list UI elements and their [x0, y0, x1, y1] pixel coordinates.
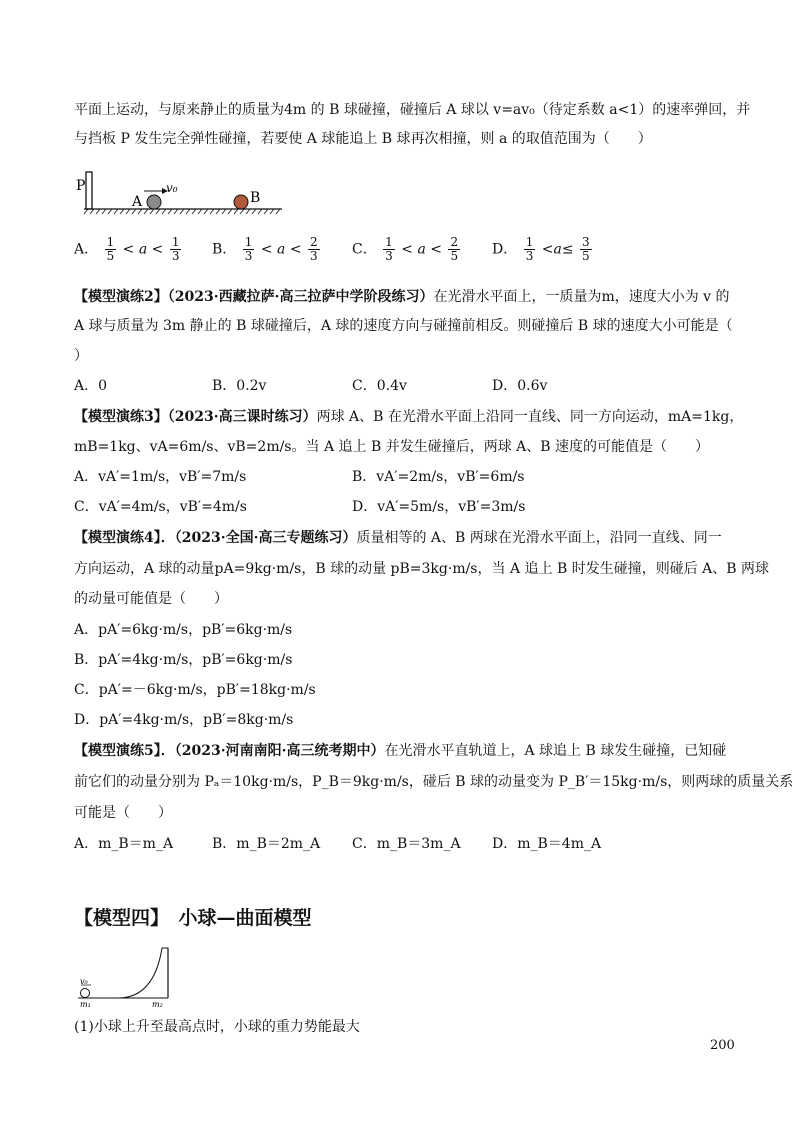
- ball-velocity-label: v₀: [80, 977, 88, 986]
- q5-option-c[interactable]: C．m_B＝3m_A: [352, 836, 461, 852]
- q5-tag: 【模型演练5】．（2023·河南南阳·高三统考期中）: [74, 743, 385, 759]
- q2-option-b[interactable]: B．0.2v: [212, 378, 267, 394]
- q5-option-b[interactable]: B．m_B＝2m_A: [212, 836, 321, 852]
- q4-option-d[interactable]: D．pA′=4kg·m/s，pB′=8kg·m/s: [74, 712, 294, 728]
- q4-line-3: 的动量可能值是（ ）: [74, 591, 228, 607]
- q1-option-d[interactable]: D． $\frac{1}{3}$ <a≤ $\frac{3}{5}$: [492, 235, 590, 263]
- note-line-1: (1)小球上升至最高点时，小球的重力势能最大: [74, 1019, 360, 1035]
- q4-option-c[interactable]: C．pA′=－6kg·m/s，pB′=18kg·m/s: [74, 682, 316, 698]
- ball-a: [147, 195, 161, 209]
- q2-line-2: A 球与质量为 3m 静止的 B 球碰撞后，A 球的速度方向与碰撞前相反。则碰撞后 B 球的速度大小可能是（: [74, 318, 733, 334]
- q3-option-c[interactable]: C．vA′=4m/s，vB′=4m/s: [74, 499, 247, 515]
- q3-line-1: 【模型演练3】（2023·高三课时练习）两球 A、B 在光滑水平面上沿同一直线、同一方向运动，mA=1kg，: [74, 409, 744, 425]
- q1-option-c[interactable]: C． $\frac{1}{3}$ < a < $\frac{2}{5}$: [352, 235, 459, 263]
- q2-option-c[interactable]: C．0.4v: [352, 378, 407, 394]
- q2-tag: 【模型演练2】（2023·西藏拉萨·高三拉萨中学阶段练习）: [74, 289, 434, 305]
- q5-line-1: 【模型演练5】．（2023·河南南阳·高三统考期中）在光滑水平直轨道上，A 球追上 B 球发生碰撞，已知碰: [74, 743, 727, 759]
- curved-block: [118, 948, 168, 998]
- curved-surface-figure: [78, 944, 178, 1010]
- q3-option-a[interactable]: A．vA′=1m/s，vB′=7m/s: [74, 469, 247, 485]
- q5-option-d[interactable]: D．m_B＝4m_A: [492, 836, 602, 852]
- q2-option-a[interactable]: A．0: [74, 378, 108, 394]
- q4-option-a[interactable]: A．pA′=6kg·m/s，pB′=6kg·m/s: [74, 622, 293, 638]
- ball-b: [234, 195, 248, 209]
- q1-option-a[interactable]: A． $\frac{1}{5}$ < a < $\frac{1}{3}$: [74, 235, 180, 263]
- q3-option-d[interactable]: D．vA′=5m/s，vB′=3m/s: [352, 499, 526, 515]
- small-ball: [81, 989, 90, 998]
- q4-line-2: 方向运动，A 球的动量pA=9kg·m/s，B 球的动量 pB=3kg·m/s，当 A 追上 B 时发生碰撞，则碰后 A、B 两球: [74, 561, 769, 577]
- q4-option-b[interactable]: B．pA′=4kg·m/s，pB′=6kg·m/s: [74, 652, 293, 668]
- wall-label: P: [76, 178, 86, 194]
- intro-line-1: 平面上运动，与原来静止的质量为4m 的 B 球碰撞，碰撞后 A 球以 v=av₀（待定系数 a<1）的速率弹回，并: [74, 102, 751, 118]
- intro-line-2: 与挡板 P 发生完全弹性碰撞，若要使 A 球能追上 B 球再次相撞，则 a 的取值范围为（ ）: [74, 131, 652, 147]
- ball-b-label: B: [250, 190, 261, 206]
- q5-line-2: 前它们的动量分别为 Pₐ＝10kg·m/s，P_B＝9kg·m/s，碰后 B 球的动量变为 P_B′＝15kg·m/s，则两球的质量关系: [74, 774, 794, 790]
- m2-label: m₂: [152, 1000, 163, 1009]
- m1-label: m₁: [80, 1000, 91, 1009]
- q2-option-d[interactable]: D．0.6v: [492, 378, 548, 394]
- wall-p: [86, 172, 92, 209]
- section-title: 【模型四】 小球—曲面模型: [74, 907, 312, 929]
- q3-option-b[interactable]: B．vA′=2m/s，vB′=6m/s: [352, 469, 525, 485]
- velocity-label: v₀: [166, 181, 178, 195]
- ball-a-label: A: [132, 194, 143, 210]
- q2-line-1: 【模型演练2】（2023·西藏拉萨·高三拉萨中学阶段练习）在光滑水平面上，一质量为m，速度大小为 v 的: [74, 289, 730, 305]
- q4-tag: 【模型演练4】．（2023·全国·高三专题练习）: [74, 530, 357, 546]
- q5-line-3: 可能是（ ）: [74, 805, 172, 821]
- q2-line-3: ）: [74, 348, 88, 364]
- q5-option-a[interactable]: A．m_B＝m_A: [74, 836, 174, 852]
- ground-hatching: [84, 209, 280, 214]
- collision-figure: [74, 170, 284, 220]
- q1-option-b[interactable]: B． $\frac{1}{3}$ < a < $\frac{2}{3}$: [212, 235, 318, 263]
- q4-line-1: 【模型演练4】．（2023·全国·高三专题练习）质量相等的 A、B 两球在光滑水平面上，沿同一直线、同一: [74, 530, 722, 546]
- q3-line-2: mB=1kg、vA=6m/s、vB=2m/s。当 A 追上 B 并发生碰撞后，两球 A、B 速度的可能值是（ ）: [74, 439, 709, 455]
- page-number: 200: [710, 1038, 735, 1053]
- q3-tag: 【模型演练3】（2023·高三课时练习）: [74, 409, 317, 425]
